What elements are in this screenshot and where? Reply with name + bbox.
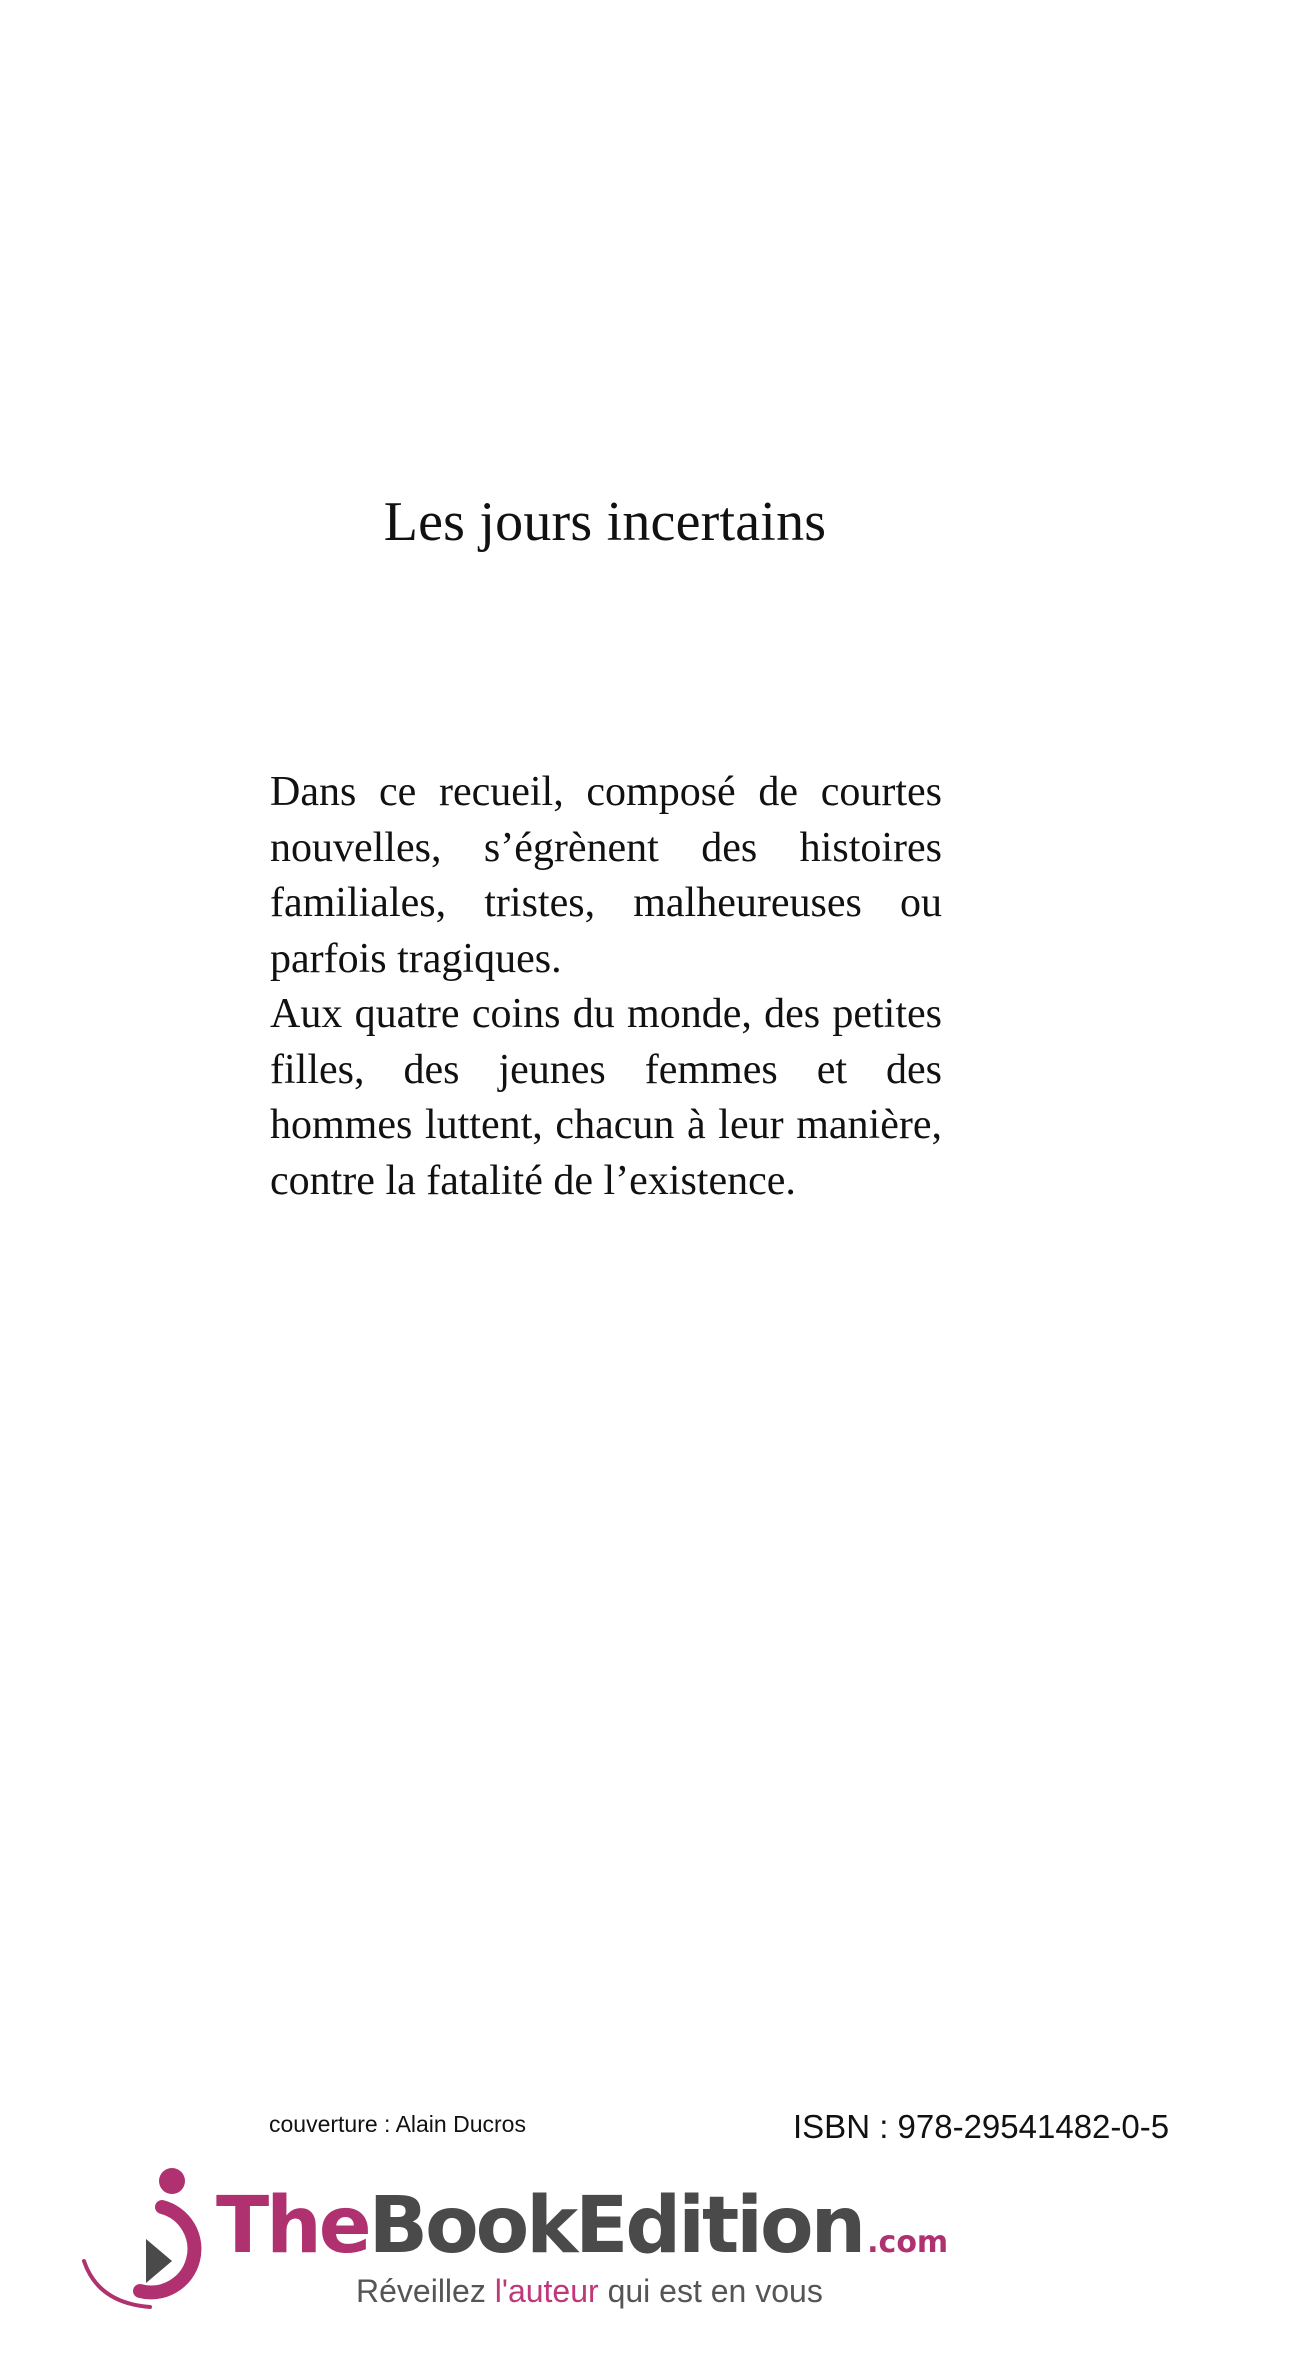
blurb-paragraph-2: Aux quatre coins du monde, des petites filles, des jeunes femmes et des hommes luttent, chacun à leur manière, contre la fatalité de l’existence. bbox=[270, 991, 942, 1204]
wordmark-edition: Edition bbox=[575, 2181, 864, 2271]
book-title: Les jours incertains bbox=[383, 491, 827, 553]
publisher-logo bbox=[80, 2165, 949, 2325]
wordmark-tld: .com bbox=[867, 2225, 949, 2260]
back-cover-blurb bbox=[270, 765, 942, 1209]
blurb-paragraph-1: Dans ce recueil, composé de courtes nouvelles, s’égrènent des histoires familiales, tristes, malheureuses ou parfois tragiques. bbox=[270, 769, 942, 982]
publisher-logo-icon bbox=[80, 2165, 220, 2315]
tagline-end: qui est en vous bbox=[598, 2273, 823, 2309]
wordmark-book: Book bbox=[368, 2181, 576, 2271]
publisher-wordmark bbox=[216, 2181, 949, 2271]
cover-credit: couverture : Alain Ducros bbox=[269, 2111, 526, 2137]
wordmark-the: The bbox=[216, 2181, 369, 2271]
isbn-number: ISBN : 978-29541482-0-5 bbox=[793, 2108, 1170, 2145]
publisher-tagline bbox=[356, 2273, 823, 2310]
tagline-accent: l'auteur bbox=[494, 2273, 599, 2309]
tagline-start: Réveillez bbox=[356, 2273, 495, 2309]
